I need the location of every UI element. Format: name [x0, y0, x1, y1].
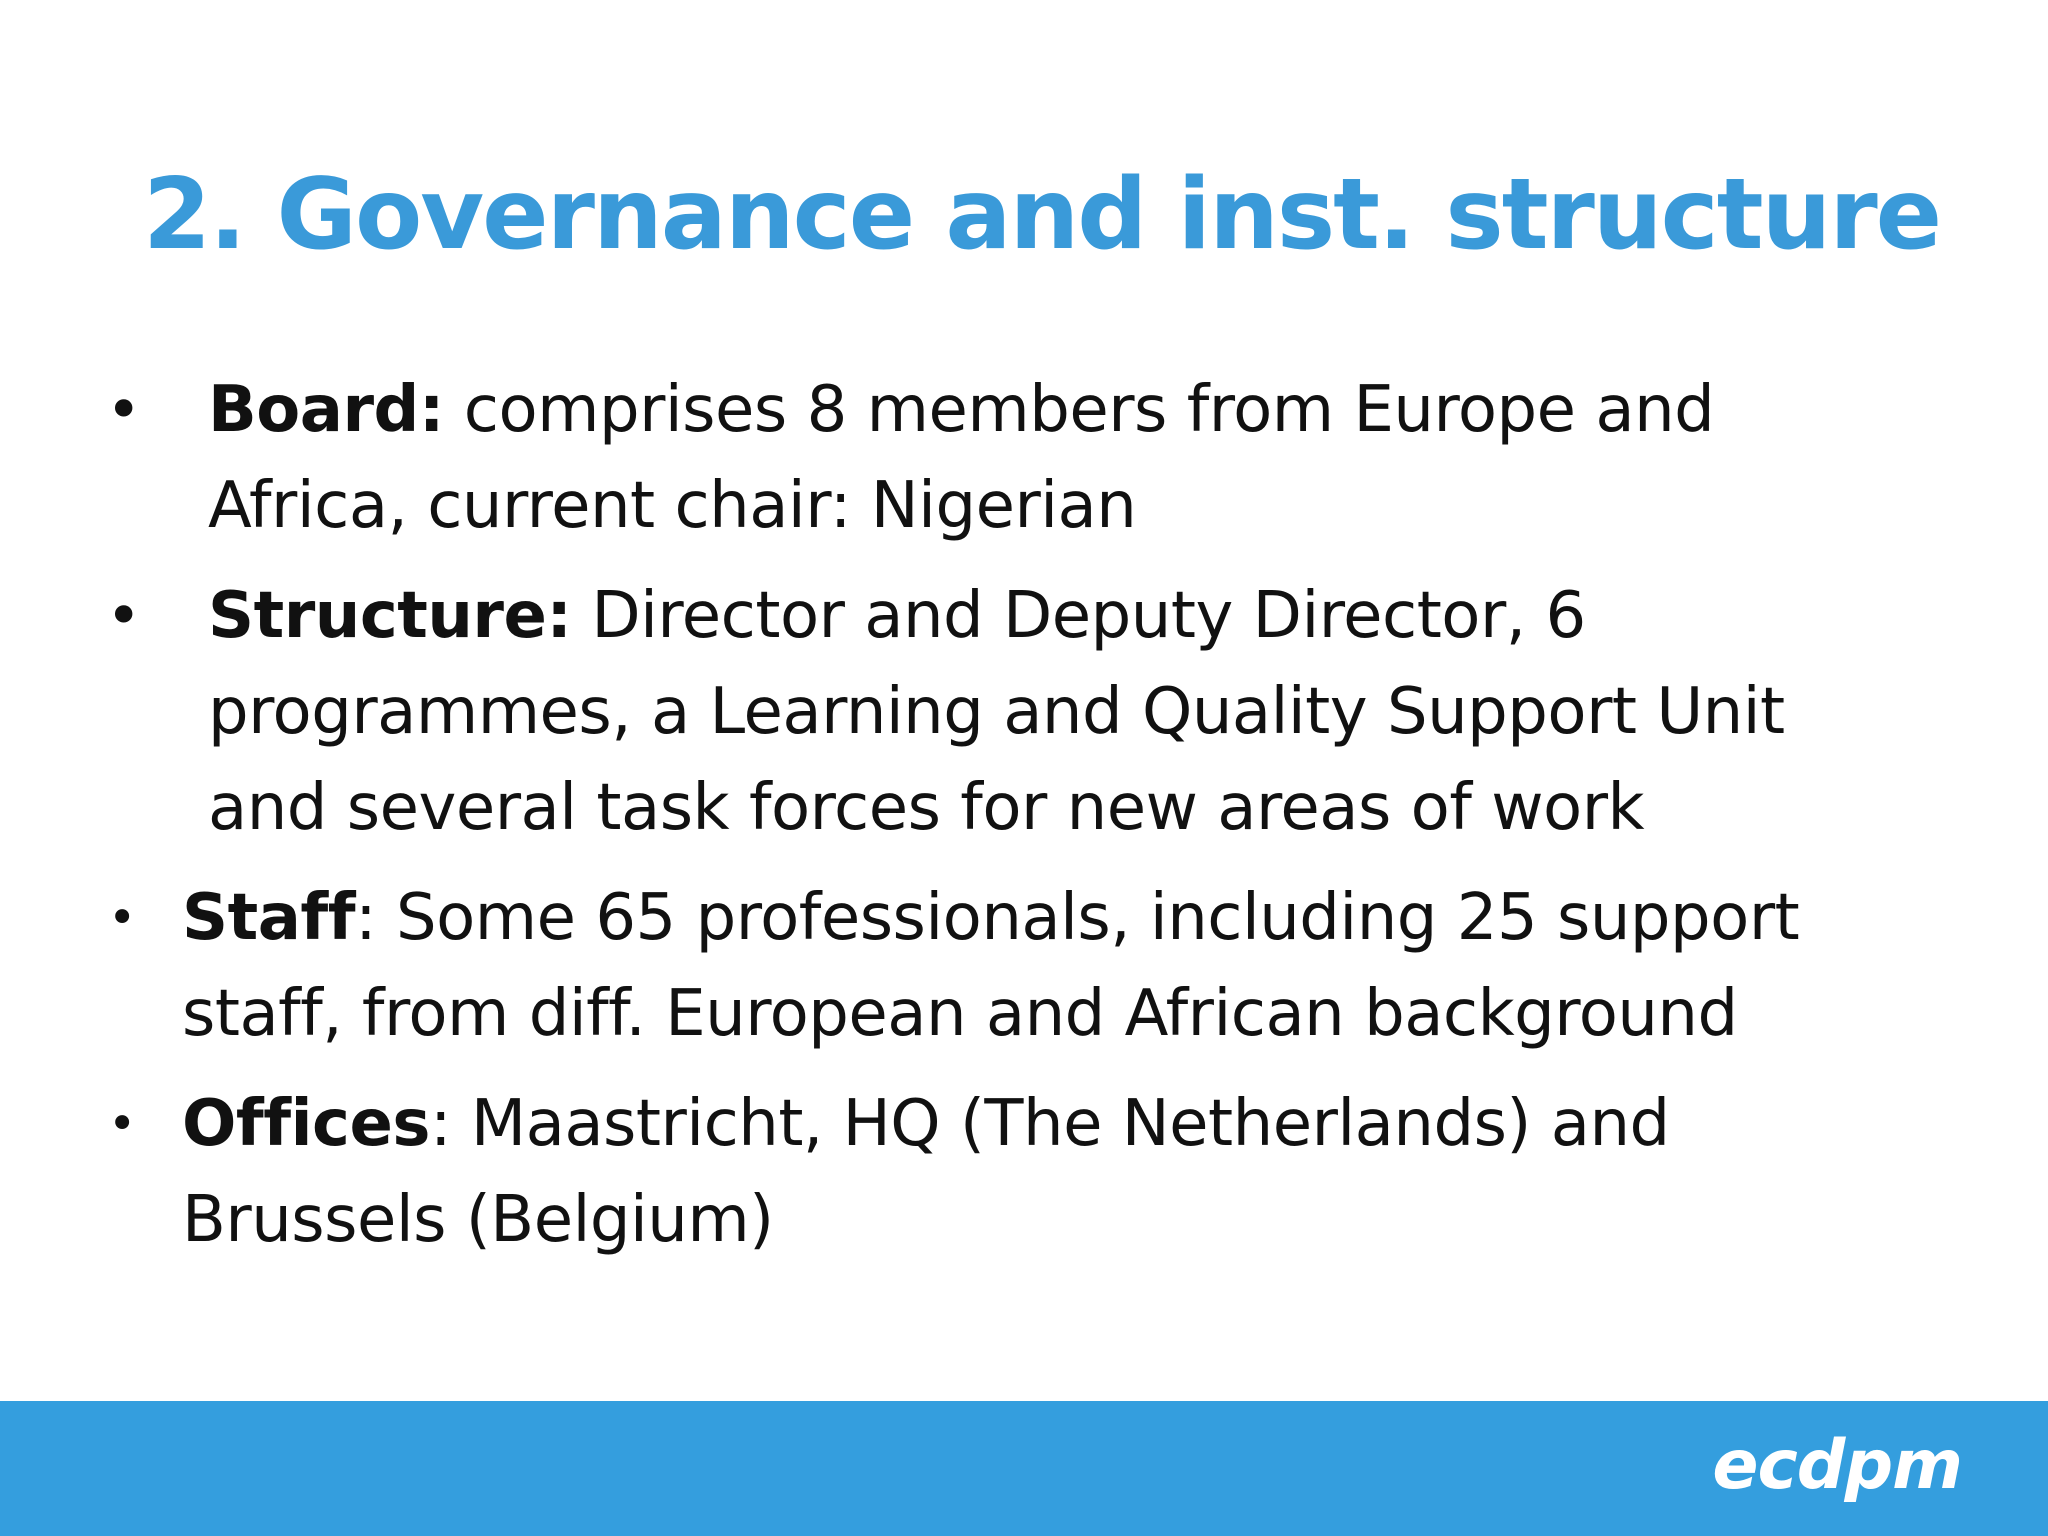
ecdpm-logo: ecdpm	[1712, 1426, 1962, 1505]
bullet-icon: •	[106, 375, 141, 445]
bullet-item-board	[100, 362, 1860, 554]
slide-title: 2. Governance and inst. structure	[143, 158, 1941, 272]
bullet-term-board: Board:	[208, 373, 444, 447]
bullet-text-offices: : Maastricht, HQ (The Netherlands) and Brussels (Belgium)	[182, 1087, 1670, 1257]
bullet-term-structure: Structure:	[208, 579, 572, 653]
bullet-list	[100, 362, 1860, 1282]
bullet-icon: •	[106, 581, 141, 651]
bullet-item-structure	[100, 568, 1860, 856]
bullet-item-staff	[100, 870, 1860, 1062]
bullet-text-board: comprises 8 members from Europe and Africa, current chair: Nigerian	[208, 373, 1715, 543]
bullet-text-structure: Director and Deputy Director, 6 programmes, a Learning and Quality Support Unit and several task forces for new areas of work	[208, 579, 1785, 845]
bullet-text-staff: : Some 65 professionals, including 25 support staff, from diff. European and African background	[182, 881, 1800, 1051]
bullet-icon: •	[108, 1096, 136, 1152]
bullet-term-offices: Offices	[182, 1087, 430, 1161]
bullet-item-offices	[100, 1076, 1860, 1268]
footer-bar	[0, 1401, 2048, 1536]
bullet-term-staff: Staff	[182, 881, 356, 955]
bullet-icon: •	[108, 890, 136, 946]
